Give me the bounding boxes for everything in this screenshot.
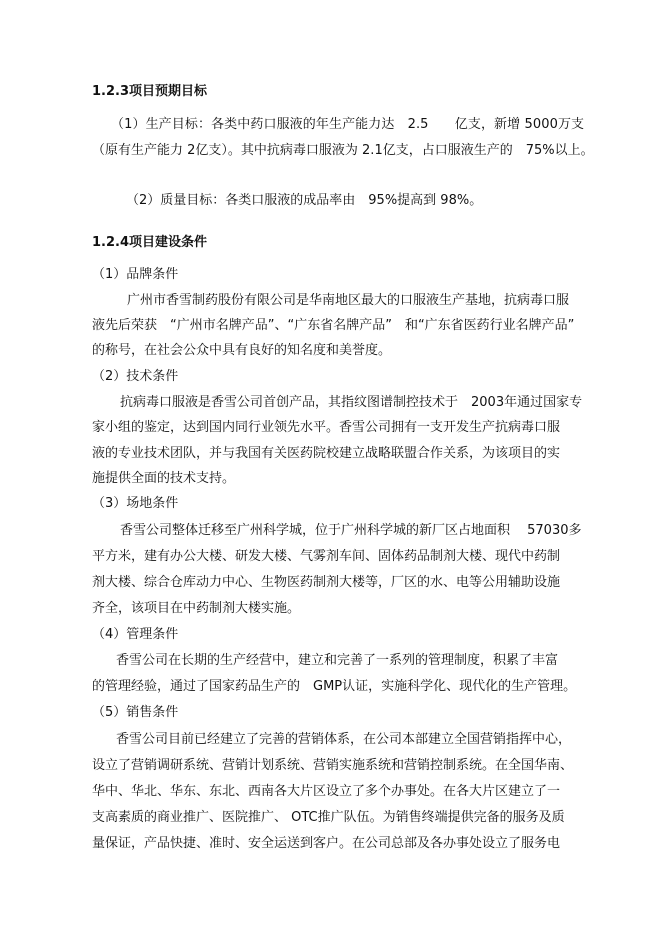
subsection-title-brand: （1）品牌条件 bbox=[92, 267, 179, 282]
sales-line-2: 设立了营销调研系统、营销计划系统、营销实施系统和营销控制系统。在全国华南、 bbox=[92, 758, 574, 773]
site-line-4: 齐全，该项目在中药制剂大楼实施。 bbox=[92, 601, 301, 616]
sales-line-1: 香雪公司目前已经建立了完善的营销体系，在公司本部建立全国营销指挥中心， bbox=[116, 732, 572, 747]
subsection-title-site: （3）场地条件 bbox=[92, 496, 179, 511]
sales-line-5: 量保证，产品快捷、准时、安全运送到客户。在公司总部及各办事处设立了服务电 bbox=[92, 836, 561, 851]
subsection-title-sales: （5）销售条件 bbox=[92, 705, 179, 720]
brand-line-3: 的称号，在社会公众中具有良好的知名度和美誉度。 bbox=[92, 343, 392, 358]
management-line-2: 的管理经验，通过了国家药品生产的 GMP认证，实施科学化、现代化的生产管理。 bbox=[92, 679, 577, 694]
management-line-1: 香雪公司在长期的生产经营中，建立和完善了一系列的管理制度，积累了丰富 bbox=[116, 653, 559, 668]
goal-quality: （2）质量目标：各类口服液的成品率由 95%提高到 98%。 bbox=[126, 193, 483, 208]
tech-line-2: 家小组的鉴定，达到国内同行业领先水平。香雪公司拥有一支开发生产抗病毒口服 bbox=[92, 420, 561, 435]
goal-production-line-2: （原有生产能力 2亿支）。其中抗病毒口服液为 2.1亿支，占口服液生产的 75%以上。 bbox=[92, 143, 594, 158]
subsection-title-tech: （2）技术条件 bbox=[92, 369, 179, 384]
site-line-3: 剂大楼、综合仓库动力中心、生物医药制剂大楼等，厂区的水、电等公用辅助设施 bbox=[92, 575, 561, 590]
sales-line-4: 支高素质的商业推广、医院推广、 OTC推广队伍。为销售终端提供完备的服务及质 bbox=[92, 810, 565, 825]
site-line-2: 平方米，建有办公大楼、研发大楼、气雾剂车间、固体药品制剂大楼、现代中药制 bbox=[92, 549, 561, 564]
subsection-title-management: （4）管理条件 bbox=[92, 627, 179, 642]
tech-line-4: 施提供全面的技术支持。 bbox=[92, 471, 236, 486]
section-heading-construction-conditions: 1.2.4项目建设条件 bbox=[92, 235, 208, 250]
sales-line-3: 华中、华北、华东、东北、西南各大片区设立了多个办事处。在各大片区建立了一 bbox=[92, 784, 561, 799]
tech-line-3: 液的专业技术团队，并与我国有关医药院校建立战略联盟合作关系，为该项目的实 bbox=[92, 446, 561, 461]
brand-line-1: 广州市香雪制药股份有限公司是华南地区最大的口服液生产基地，抗病毒口服 bbox=[127, 293, 570, 308]
section-heading-project-goals: 1.2.3项目预期目标 bbox=[92, 84, 208, 99]
goal-production-line-1: （1）生产目标：各类中药口服液的年生产能力达 2.5 亿支，新增 5000万支 bbox=[111, 117, 585, 132]
tech-line-1: 抗病毒口服液是香雪公司首创产品，其指纹图谱制控技术于 2003年通过国家专 bbox=[120, 395, 583, 410]
site-line-1: 香雪公司整体迁移至广州科学城，位于广州科学城的新厂区占地面积 57030多 bbox=[120, 523, 582, 538]
brand-line-2: 液先后荣获 “广州市名牌产品”、“广东省名牌产品” 和“广东省医药行业名牌产品” bbox=[92, 318, 575, 333]
